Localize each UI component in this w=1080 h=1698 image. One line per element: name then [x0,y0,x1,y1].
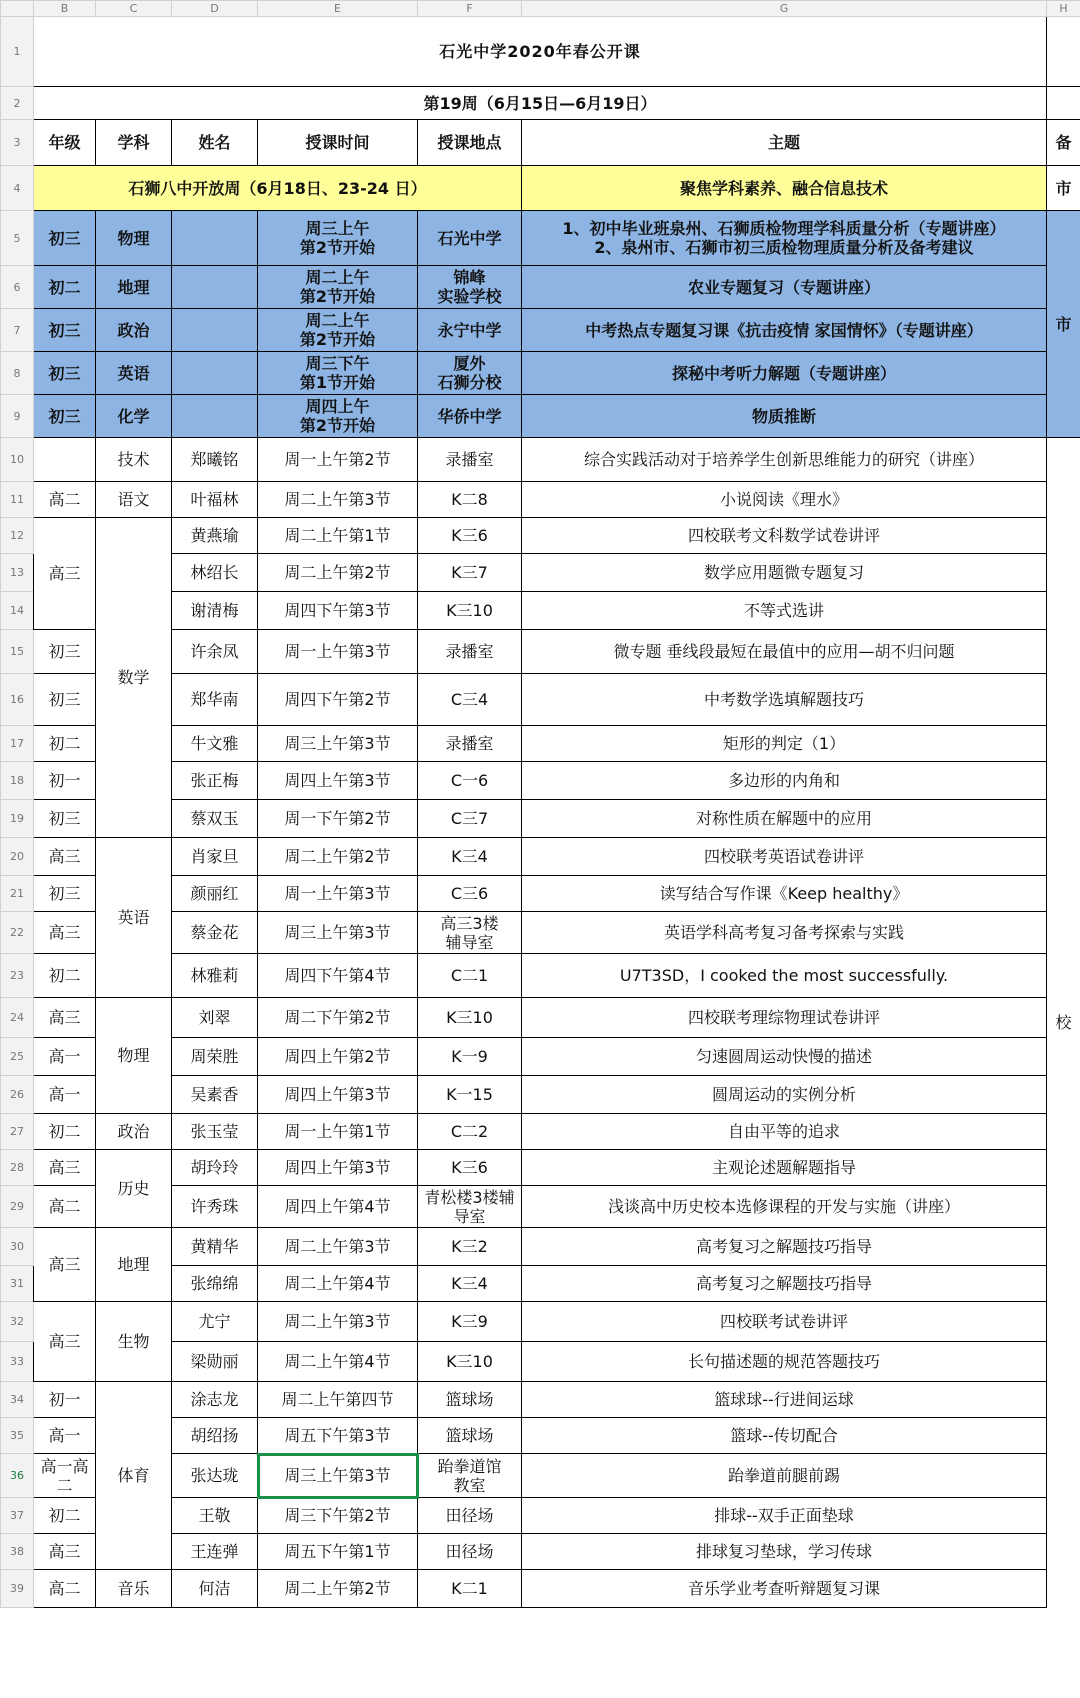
week-subtitle[interactable]: 第19周（6月15日—6月19日） [34,87,1047,120]
time-cell[interactable]: 周四下午第3节 [258,592,418,630]
place-cell[interactable]: 跆拳道馆 教室 [418,1454,522,1498]
header-note[interactable]: 备 [1047,120,1080,166]
topic-cell[interactable]: U7T3SD，I cooked the most successfully. [522,954,1047,998]
column-header-f[interactable]: F [418,1,522,17]
row-number[interactable]: 39 [1,1570,34,1608]
time-cell[interactable]: 周二上午第3节 [258,482,418,518]
table-row [1,266,1080,309]
table-row [1,211,1080,266]
place-cell[interactable]: K三7 [418,554,522,592]
time-cell[interactable]: 周四上午第4节 [258,1186,418,1228]
place-cell[interactable]: K三4 [418,838,522,876]
time-cell[interactable]: 周四上午第3节 [258,1076,418,1114]
place-cell[interactable]: 石光中学 [418,211,522,266]
name-cell[interactable]: 梁勋丽 [172,1342,258,1382]
time-cell[interactable]: 周二上午第2节 [258,554,418,592]
subject-cell[interactable]: 生物 [96,1302,172,1382]
place-cell[interactable]: K一15 [418,1076,522,1114]
table-row [1,438,1080,482]
time-cell[interactable]: 周一下午第2节 [258,800,418,838]
place-cell[interactable]: 录播室 [418,630,522,674]
place-cell[interactable]: K二8 [418,482,522,518]
header-row [1,120,1080,166]
time-cell[interactable]: 周五下午第3节 [258,1418,418,1454]
subject-cell[interactable]: 数学 [96,518,172,838]
time-cell[interactable]: 周二上午第四节 [258,1382,418,1418]
name-cell[interactable]: 胡绍扬 [172,1418,258,1454]
grade-cell[interactable]: 高一 [34,1418,96,1454]
topic-cell[interactable]: 四校联考英语试卷讲评 [522,838,1047,876]
row-number[interactable]: 11 [1,482,34,518]
topic-cell[interactable]: 高考复习之解题技巧指导 [522,1228,1047,1266]
place-cell[interactable]: 篮球场 [418,1418,522,1454]
name-cell[interactable]: 黄燕瑜 [172,518,258,554]
grade-cell[interactable]: 初二 [34,1498,96,1534]
row-number[interactable]: 9 [1,395,34,438]
topic-cell[interactable]: 自由平等的追求 [522,1114,1047,1150]
open-week-theme[interactable]: 聚焦学科素养、融合信息技术 [522,166,1047,211]
row-number[interactable]: 30 [1,1228,34,1266]
title-row [1,17,1080,87]
column-header-g[interactable]: G [522,1,1047,17]
name-cell[interactable]: 谢清梅 [172,592,258,630]
topic-cell[interactable]: 农业专题复习（专题讲座） [522,266,1047,309]
column-header-b[interactable]: B [34,1,96,17]
grade-cell[interactable]: 高二 [34,482,96,518]
grade-cell[interactable]: 初三 [34,211,96,266]
topic-cell[interactable]: 高考复习之解题技巧指导 [522,1266,1047,1302]
table-row [1,309,1080,352]
name-cell[interactable]: 黄精华 [172,1228,258,1266]
place-cell[interactable]: C三4 [418,674,522,726]
topic-cell[interactable]: 多边形的内角和 [522,762,1047,800]
place-cell[interactable]: K三9 [418,1302,522,1342]
topic-cell[interactable]: 探秘中考听力解题（专题讲座） [522,352,1047,395]
time-cell[interactable]: 周三上午第3节 [258,726,418,762]
place-cell[interactable]: C三6 [418,876,522,912]
table-row [1,1302,1080,1342]
time-cell[interactable]: 周二上午第4节 [258,1266,418,1302]
name-cell[interactable]: 叶福林 [172,482,258,518]
table-row [1,395,1080,438]
name-cell[interactable]: 张正梅 [172,762,258,800]
grade-cell[interactable]: 高一 [34,1038,96,1076]
topic-cell[interactable]: 四校联考理综物理试卷讲评 [522,998,1047,1038]
grade-cell[interactable]: 高二 [34,1570,96,1608]
topic-cell[interactable]: 不等式选讲 [522,592,1047,630]
row-number[interactable]: 5 [1,211,34,266]
topic-cell[interactable]: 排球--双手正面垫球 [522,1498,1047,1534]
open-week-title[interactable]: 石狮八中开放周（6月18日、23-24 日） [34,166,522,211]
topic-cell[interactable]: 中考热点专题复习课《抗击疫情 家国情怀》（专题讲座） [522,309,1047,352]
name-cell[interactable]: 何洁 [172,1570,258,1608]
name-cell[interactable]: 涂志龙 [172,1382,258,1418]
time-cell[interactable]: 周二上午第2节 [258,838,418,876]
place-cell[interactable]: 录播室 [418,438,522,482]
place-cell[interactable]: K三6 [418,1150,522,1186]
topic-cell[interactable]: 矩形的判定（1） [522,726,1047,762]
table-row [1,1150,1080,1186]
topic-cell[interactable]: 微专题 垂线段最短在最值中的应用—胡不归问题 [522,630,1047,674]
city-note-cell[interactable]: 市 [1047,211,1080,438]
topic-cell[interactable]: 四校联考试卷讲评 [522,1302,1047,1342]
row-number[interactable]: 37 [1,1498,34,1534]
place-cell[interactable]: 永宁中学 [418,309,522,352]
place-cell[interactable]: 田径场 [418,1534,522,1570]
topic-cell[interactable]: 1、初中毕业班泉州、石狮质检物理学科质量分析（专题讲座） 2、泉州市、石狮市初三质检物理质量分析及备考建议 [522,211,1047,266]
topic-cell[interactable]: 物质推断 [522,395,1047,438]
school-note-cell[interactable]: 校 [1047,438,1080,1608]
row-number[interactable]: 10 [1,438,34,482]
row-number[interactable]: 23 [1,954,34,998]
name-cell[interactable]: 许秀珠 [172,1186,258,1228]
header-place[interactable]: 授课地点 [418,120,522,166]
topic-cell[interactable]: 匀速圆周运动快慢的描述 [522,1038,1047,1076]
place-cell[interactable]: C二1 [418,954,522,998]
name-cell[interactable]: 尤宁 [172,1302,258,1342]
topic-cell[interactable]: 长句描述题的规范答题技巧 [522,1342,1047,1382]
subject-cell[interactable]: 语文 [96,482,172,518]
time-cell[interactable]: 周二上午第3节 [258,1302,418,1342]
header-subject[interactable]: 学科 [96,120,172,166]
row-number[interactable]: 31 [1,1266,34,1302]
name-cell[interactable]: 刘翠 [172,998,258,1038]
grade-cell[interactable]: 初三 [34,674,96,726]
place-cell[interactable]: 田径场 [418,1498,522,1534]
name-cell[interactable] [172,395,258,438]
place-cell[interactable]: C三7 [418,800,522,838]
grade-cell[interactable]: 高三 [34,998,96,1038]
time-cell[interactable]: 周一上午第1节 [258,1114,418,1150]
name-cell[interactable]: 周荣胜 [172,1038,258,1076]
subtitle-row [1,87,1080,120]
row-number[interactable]: 32 [1,1302,34,1342]
time-cell[interactable]: 周二上午 第2节开始 [258,266,418,309]
sheet-title[interactable]: 石光中学2020年春公开课 [34,17,1047,87]
time-cell[interactable]: 周四上午第3节 [258,762,418,800]
name-cell[interactable]: 牛文雅 [172,726,258,762]
corner-cell[interactable] [1,1,34,17]
time-cell[interactable]: 周二上午第3节 [258,1228,418,1266]
row-number[interactable]: 13 [1,554,34,592]
topic-cell[interactable]: 主观论述题解题指导 [522,1150,1047,1186]
row-number[interactable]: 21 [1,876,34,912]
column-header-h[interactable]: H [1047,1,1080,17]
time-cell[interactable]: 周二上午第1节 [258,518,418,554]
table-row [1,838,1080,876]
row-number[interactable]: 18 [1,762,34,800]
subject-cell[interactable]: 物理 [96,998,172,1114]
time-cell[interactable]: 周四下午第2节 [258,674,418,726]
grade-cell[interactable]: 高三 [34,1150,96,1186]
name-cell[interactable]: 张绵绵 [172,1266,258,1302]
time-cell[interactable]: 周二下午第2节 [258,998,418,1038]
subject-cell[interactable]: 历史 [96,1150,172,1228]
name-cell[interactable]: 林绍长 [172,554,258,592]
time-cell[interactable]: 周一上午第3节 [258,876,418,912]
topic-cell[interactable]: 排球复习垫球，学习传球 [522,1534,1047,1570]
grade-cell[interactable] [34,438,96,482]
table-row [1,482,1080,518]
time-cell[interactable]: 周三下午第2节 [258,1498,418,1534]
name-cell[interactable]: 许余凤 [172,630,258,674]
time-cell[interactable]: 周二上午第4节 [258,1342,418,1382]
grade-cell[interactable]: 初二 [34,1114,96,1150]
place-cell[interactable]: K二1 [418,1570,522,1608]
row-number[interactable]: 6 [1,266,34,309]
row-number[interactable]: 34 [1,1382,34,1418]
row-number[interactable]: 24 [1,998,34,1038]
place-cell[interactable]: 华侨中学 [418,395,522,438]
name-cell[interactable] [172,352,258,395]
grade-cell[interactable]: 初二 [34,266,96,309]
grade-cell[interactable]: 高二 [34,1186,96,1228]
place-cell[interactable]: 青松楼3楼辅 导室 [418,1186,522,1228]
place-cell[interactable]: 录播室 [418,726,522,762]
header-time[interactable]: 授课时间 [258,120,418,166]
subject-cell[interactable]: 体育 [96,1382,172,1570]
grade-cell[interactable]: 初三 [34,630,96,674]
place-cell[interactable]: 厦外 石狮分校 [418,352,522,395]
grade-cell[interactable]: 初一 [34,762,96,800]
subject-cell[interactable]: 地理 [96,1228,172,1302]
place-cell[interactable]: 高三3楼 辅导室 [418,912,522,954]
place-cell[interactable]: 锦峰 实验学校 [418,266,522,309]
name-cell[interactable] [172,211,258,266]
row-number[interactable]: 1 [1,17,34,87]
row-number[interactable]: 8 [1,352,34,395]
topic-cell[interactable]: 四校联考文科数学试卷讲评 [522,518,1047,554]
row-number[interactable]: 27 [1,1114,34,1150]
time-cell[interactable]: 周一上午第3节 [258,630,418,674]
topic-cell[interactable]: 篮球球--行进间运球 [522,1382,1047,1418]
name-cell[interactable]: 吴素香 [172,1076,258,1114]
table-row [1,1114,1080,1150]
grade-cell[interactable]: 初三 [34,800,96,838]
row-number[interactable]: 33 [1,1342,34,1382]
column-header-row [1,1,1080,17]
topic-cell[interactable]: 中考数学选填解题技巧 [522,674,1047,726]
grade-cell[interactable]: 高三 [34,1302,96,1382]
table-row [1,352,1080,395]
name-cell[interactable]: 肖家旦 [172,838,258,876]
name-cell[interactable]: 郑曦铭 [172,438,258,482]
time-cell[interactable]: 周二上午第2节 [258,1570,418,1608]
topic-cell[interactable]: 对称性质在解题中的应用 [522,800,1047,838]
name-cell[interactable] [172,309,258,352]
grade-cell[interactable]: 高三 [34,838,96,876]
topic-cell[interactable]: 浅谈高中历史校本选修课程的开发与实施（讲座） [522,1186,1047,1228]
row-number[interactable]: 2 [1,87,34,120]
topic-cell[interactable]: 跆拳道前腿前踢 [522,1454,1047,1498]
row-number[interactable]: 35 [1,1418,34,1454]
table-row [1,998,1080,1038]
grade-cell[interactable]: 初三 [34,352,96,395]
header-grade[interactable]: 年级 [34,120,96,166]
name-cell[interactable]: 王连弹 [172,1534,258,1570]
table-row [1,1382,1080,1418]
grade-cell[interactable]: 高一高 二 [34,1454,96,1498]
subject-cell[interactable]: 技术 [96,438,172,482]
grade-cell[interactable]: 初二 [34,954,96,998]
row-number[interactable]: 38 [1,1534,34,1570]
header-topic[interactable]: 主题 [522,120,1047,166]
time-cell[interactable]: 周四上午第2节 [258,1038,418,1076]
subject-cell[interactable]: 音乐 [96,1570,172,1608]
cell[interactable] [1047,87,1080,120]
subject-cell[interactable]: 化学 [96,395,172,438]
topic-cell[interactable]: 音乐学业考查听辩题复习课 [522,1570,1047,1608]
place-cell[interactable]: C二2 [418,1114,522,1150]
name-cell[interactable]: 林雅莉 [172,954,258,998]
row-number[interactable]: 29 [1,1186,34,1228]
row-number[interactable]: 16 [1,674,34,726]
place-cell[interactable]: K三10 [418,592,522,630]
place-cell[interactable]: K三2 [418,1228,522,1266]
topic-cell[interactable]: 综合实践活动对于培养学生创新思维能力的研究（讲座） [522,438,1047,482]
subject-cell[interactable]: 政治 [96,1114,172,1150]
name-cell[interactable]: 胡玲玲 [172,1150,258,1186]
row-number[interactable]: 25 [1,1038,34,1076]
place-cell[interactable]: 篮球场 [418,1382,522,1418]
grade-cell[interactable]: 初一 [34,1382,96,1418]
time-cell[interactable]: 周四上午 第2节开始 [258,395,418,438]
grade-cell[interactable]: 高三 [34,1534,96,1570]
grade-cell[interactable]: 高三 [34,1228,96,1302]
grade-cell[interactable]: 高三 [34,912,96,954]
name-cell[interactable]: 颜丽红 [172,876,258,912]
row-number[interactable]: 19 [1,800,34,838]
row-number[interactable]: 28 [1,1150,34,1186]
column-header-e[interactable]: E [258,1,418,17]
time-cell[interactable]: 周三上午 第2节开始 [258,211,418,266]
topic-cell[interactable]: 英语学科高考复习备考探索与实践 [522,912,1047,954]
time-cell[interactable]: 周三上午第3节 [258,912,418,954]
row-number[interactable]: 12 [1,518,34,554]
name-cell[interactable]: 蔡金花 [172,912,258,954]
column-header-c[interactable]: C [96,1,172,17]
table-row [1,518,1080,554]
header-name[interactable]: 姓名 [172,120,258,166]
time-cell[interactable]: 周三上午第3节 [258,1454,418,1498]
time-cell[interactable]: 周三下午 第1节开始 [258,352,418,395]
grade-cell[interactable]: 初三 [34,876,96,912]
grade-cell[interactable]: 高三 [34,518,96,630]
open-week-note[interactable]: 市 [1047,166,1080,211]
place-cell[interactable]: K三6 [418,518,522,554]
topic-cell[interactable]: 圆周运动的实例分析 [522,1076,1047,1114]
row-number[interactable]: 36 [1,1454,34,1498]
row-number[interactable]: 15 [1,630,34,674]
row-number[interactable]: 3 [1,120,34,166]
column-header-d[interactable]: D [172,1,258,17]
time-cell[interactable]: 周二上午 第2节开始 [258,309,418,352]
row-number[interactable]: 4 [1,166,34,211]
grade-cell[interactable]: 高一 [34,1076,96,1114]
place-cell[interactable]: K三4 [418,1266,522,1302]
grade-cell[interactable]: 初二 [34,726,96,762]
open-week-row [1,166,1080,211]
grade-cell[interactable]: 初三 [34,395,96,438]
topic-cell[interactable]: 读写结合写作课《Keep healthy》 [522,876,1047,912]
time-cell[interactable]: 周四上午第3节 [258,1150,418,1186]
name-cell[interactable] [172,266,258,309]
table-row [1,1228,1080,1266]
subject-cell[interactable]: 物理 [96,211,172,266]
name-cell[interactable]: 郑华南 [172,674,258,726]
time-cell[interactable]: 周五下午第1节 [258,1534,418,1570]
name-cell[interactable]: 张玉莹 [172,1114,258,1150]
topic-cell[interactable]: 数学应用题微专题复习 [522,554,1047,592]
place-cell[interactable]: C一6 [418,762,522,800]
row-number[interactable]: 26 [1,1076,34,1114]
table-row [1,1570,1080,1608]
row-number[interactable]: 7 [1,309,34,352]
row-number[interactable]: 22 [1,912,34,954]
subject-cell[interactable]: 政治 [96,309,172,352]
place-cell[interactable]: K三10 [418,998,522,1038]
grade-cell[interactable]: 初三 [34,309,96,352]
topic-cell[interactable]: 小说阅读《理水》 [522,482,1047,518]
time-cell[interactable]: 周一上午第2节 [258,438,418,482]
subject-cell[interactable]: 英语 [96,352,172,395]
name-cell[interactable]: 蔡双玉 [172,800,258,838]
cell[interactable] [1047,17,1080,87]
time-cell[interactable]: 周四下午第4节 [258,954,418,998]
row-number[interactable]: 20 [1,838,34,876]
row-number[interactable]: 17 [1,726,34,762]
name-cell[interactable]: 王敬 [172,1498,258,1534]
place-cell[interactable]: K三10 [418,1342,522,1382]
subject-cell[interactable]: 地理 [96,266,172,309]
row-number[interactable]: 14 [1,592,34,630]
place-cell[interactable]: K一9 [418,1038,522,1076]
topic-cell[interactable]: 篮球--传切配合 [522,1418,1047,1454]
name-cell[interactable]: 张达珑 [172,1454,258,1498]
subject-cell[interactable]: 英语 [96,838,172,998]
